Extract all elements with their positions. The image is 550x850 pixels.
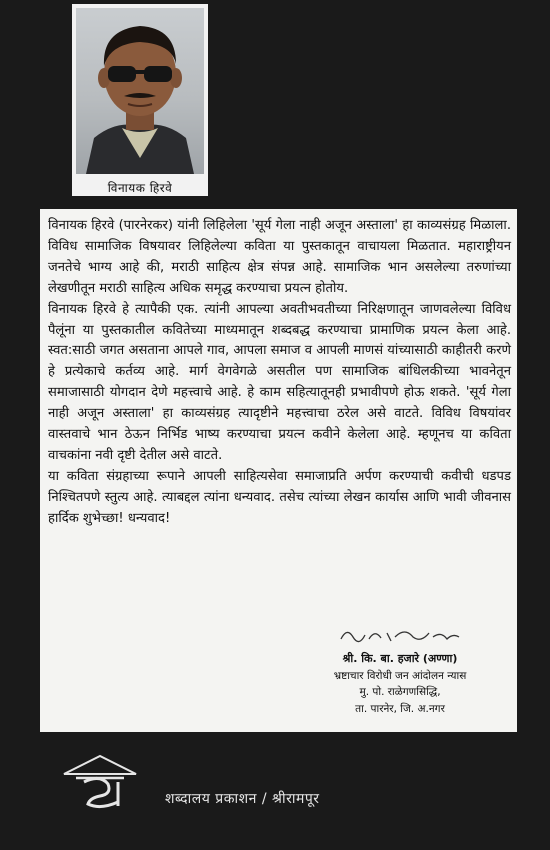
signatory-name: श्री. कि. बा. हजारे (अण्णा) (342, 652, 458, 665)
signatory-address-line-2: ता. पारनेर, जि. अ.नगर (355, 702, 445, 715)
foreword-card (40, 209, 517, 732)
signatory-address-line-1: मु. पो. राळेगणसिद्धि, (359, 686, 441, 698)
author-portrait-image (76, 8, 204, 174)
author-name-caption: विनायक हिरवे (107, 181, 173, 195)
foreword-paragraph-3: या कविता संग्रहाच्या रूपाने आपली साहित्यसेवा समाजाप्रति अर्पण करण्याची कवीची धडपड निश्चितपणे स्तुत्य आहे. त्याबद्दल त्यांना धन्यवाद. तसेच त्यांच्या लेखन कार्यास आणि भावी जीवनास हार्दिक शुभेच्छा! धन्यवाद! (48, 468, 511, 526)
foreword-paragraph-1: विनायक हिरवे (पारनेरकर) यांनी लिहिलेला 'सूर्य गेला नाही अजून अस्ताला' हा काव्यसंग्रह मिळाला. विविध सामाजिक विषयावर लिहिलेल्या कविता या पुस्तकातून वाचायला मिळतात. महाराष्ट्रीयन जनतेचे भाग्य आहे की, मराठी साहित्य क्षेत्र संपन्न आहे. सामाजिक भान असलेल्या तरुणांच्या लेखणीतून मराठी साहित्य अधिक समृद्ध करण्याचा प्रयत्न होतोय. (48, 218, 511, 296)
author-photo-card (72, 4, 208, 196)
handwritten-signature (335, 625, 465, 647)
publisher-footer (60, 752, 520, 812)
foreword-paragraph-2: विनायक हिरवे हे त्यापैकी एक. त्यांनी आपल्या अवतीभवतीच्या निरिक्षणातून जाणवलेल्या विविध पैलूंना या पुस्तकातील कवितेच्या माध्यमातून शब्दबद्ध करण्याचा प्रामाणिक प्रयत्न केला आहे. स्वत:साठी जगत असताना आपले गाव, आपला समाज व आपली माणसं यांच्यासाठी काहीतरी करणे हे प्रत्येकाचे कर्तव्य आहे. मार्ग वेगवेगळे असतील पण सामाजिक बांधिलकीच्या भावनेतून समाजासाठी योगदान देणे महत्त्वाचे आहे. हे काम सहित्यातूनही प्रभावीपणे होऊ शकते. 'सूर्य गेला नाही अजून अस्ताला' हा काव्यसंग्रह त्यादृष्टीने महत्त्वाचा ठरेल असे वाटते. विविध विषयांवर वास्तवाचे भान ठेऊन निर्भिड भाष्य करण्याचा प्रयत्न कवीने केलेला आहे. म्हणूनच या कविता वाचकांना नवी दृष्टी देतील असे वाटते. (48, 301, 511, 463)
foreword-text (48, 216, 511, 530)
author-photo (76, 8, 204, 174)
publisher-name: शब्दालय प्रकाशन / श्रीरामपूर (165, 791, 320, 807)
signatory-organization: भ्रष्टाचार विरोधी जन आंदोलन न्यास (333, 669, 467, 682)
signature-block (295, 625, 505, 717)
publisher-logo-icon (60, 752, 140, 810)
